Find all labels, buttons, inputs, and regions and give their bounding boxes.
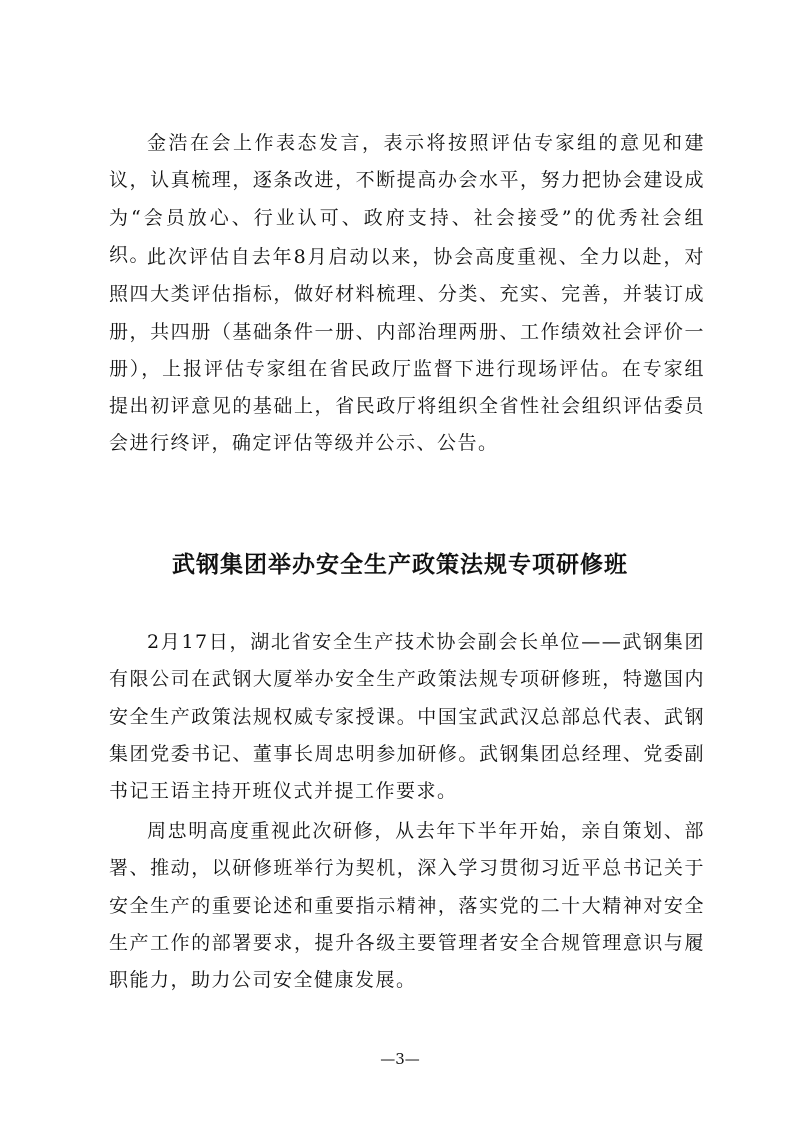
paragraph-jin-hao-statement: 金浩在会上作表态发言，表示将按照评估专家组的意见和建议，认真梳理，逐条改进，不断提高办会水平，努力把协会建设成为“会员放心、行业认可、政府支持、社会接受”的优秀社会组织。 <box>109 132 705 266</box>
article-heading: 武钢集团举办安全生产政策法规专项研修班 <box>172 551 628 578</box>
page-number: —3— <box>380 1050 420 1068</box>
paragraph-zhou-zhongming: 周忠明高度重视此次研修，从去年下半年开始，亲自策划、部署、推动，以研修班举行为契机，深入学习贯彻习近平总书记关于安全生产的重要论述和重要指示精神，落实党的二十大精神对安全生产工作的部署要求，提升各级主要管理者安全合规管理意识与履职能力，助力公司安全健康发展。 <box>109 820 705 992</box>
paragraph-training-class: 2月17日，湖北省安全生产技术协会副会长单位——武钢集团有限公司在武钢大厦举办安全生产政策法规专项研修班，特邀国内安全生产政策法规权威专家授课。中国宝武武汉总部总代表、武钢集团党委书记、董事长周忠明参加研修。武钢集团总经理、党委副书记王语主持开班仪式并提工作要求。 <box>109 631 705 803</box>
paragraph-evaluation-process: 此次评估自去年8月启动以来，协会高度重视、全力以赴，对照四大类评估指标，做好材料梳理、分类、充实、完善，并装订成册，共四册（基础条件一册、内部治理两册、工作绩效社会评价一册），上报评估专家组在省民政厅监督下进行现场评估。在专家组提出初评意见的基础上，省民政厅将组织全省性社会组织评估委员会进行终评，确定评估等级并公示、公告。 <box>109 246 705 455</box>
